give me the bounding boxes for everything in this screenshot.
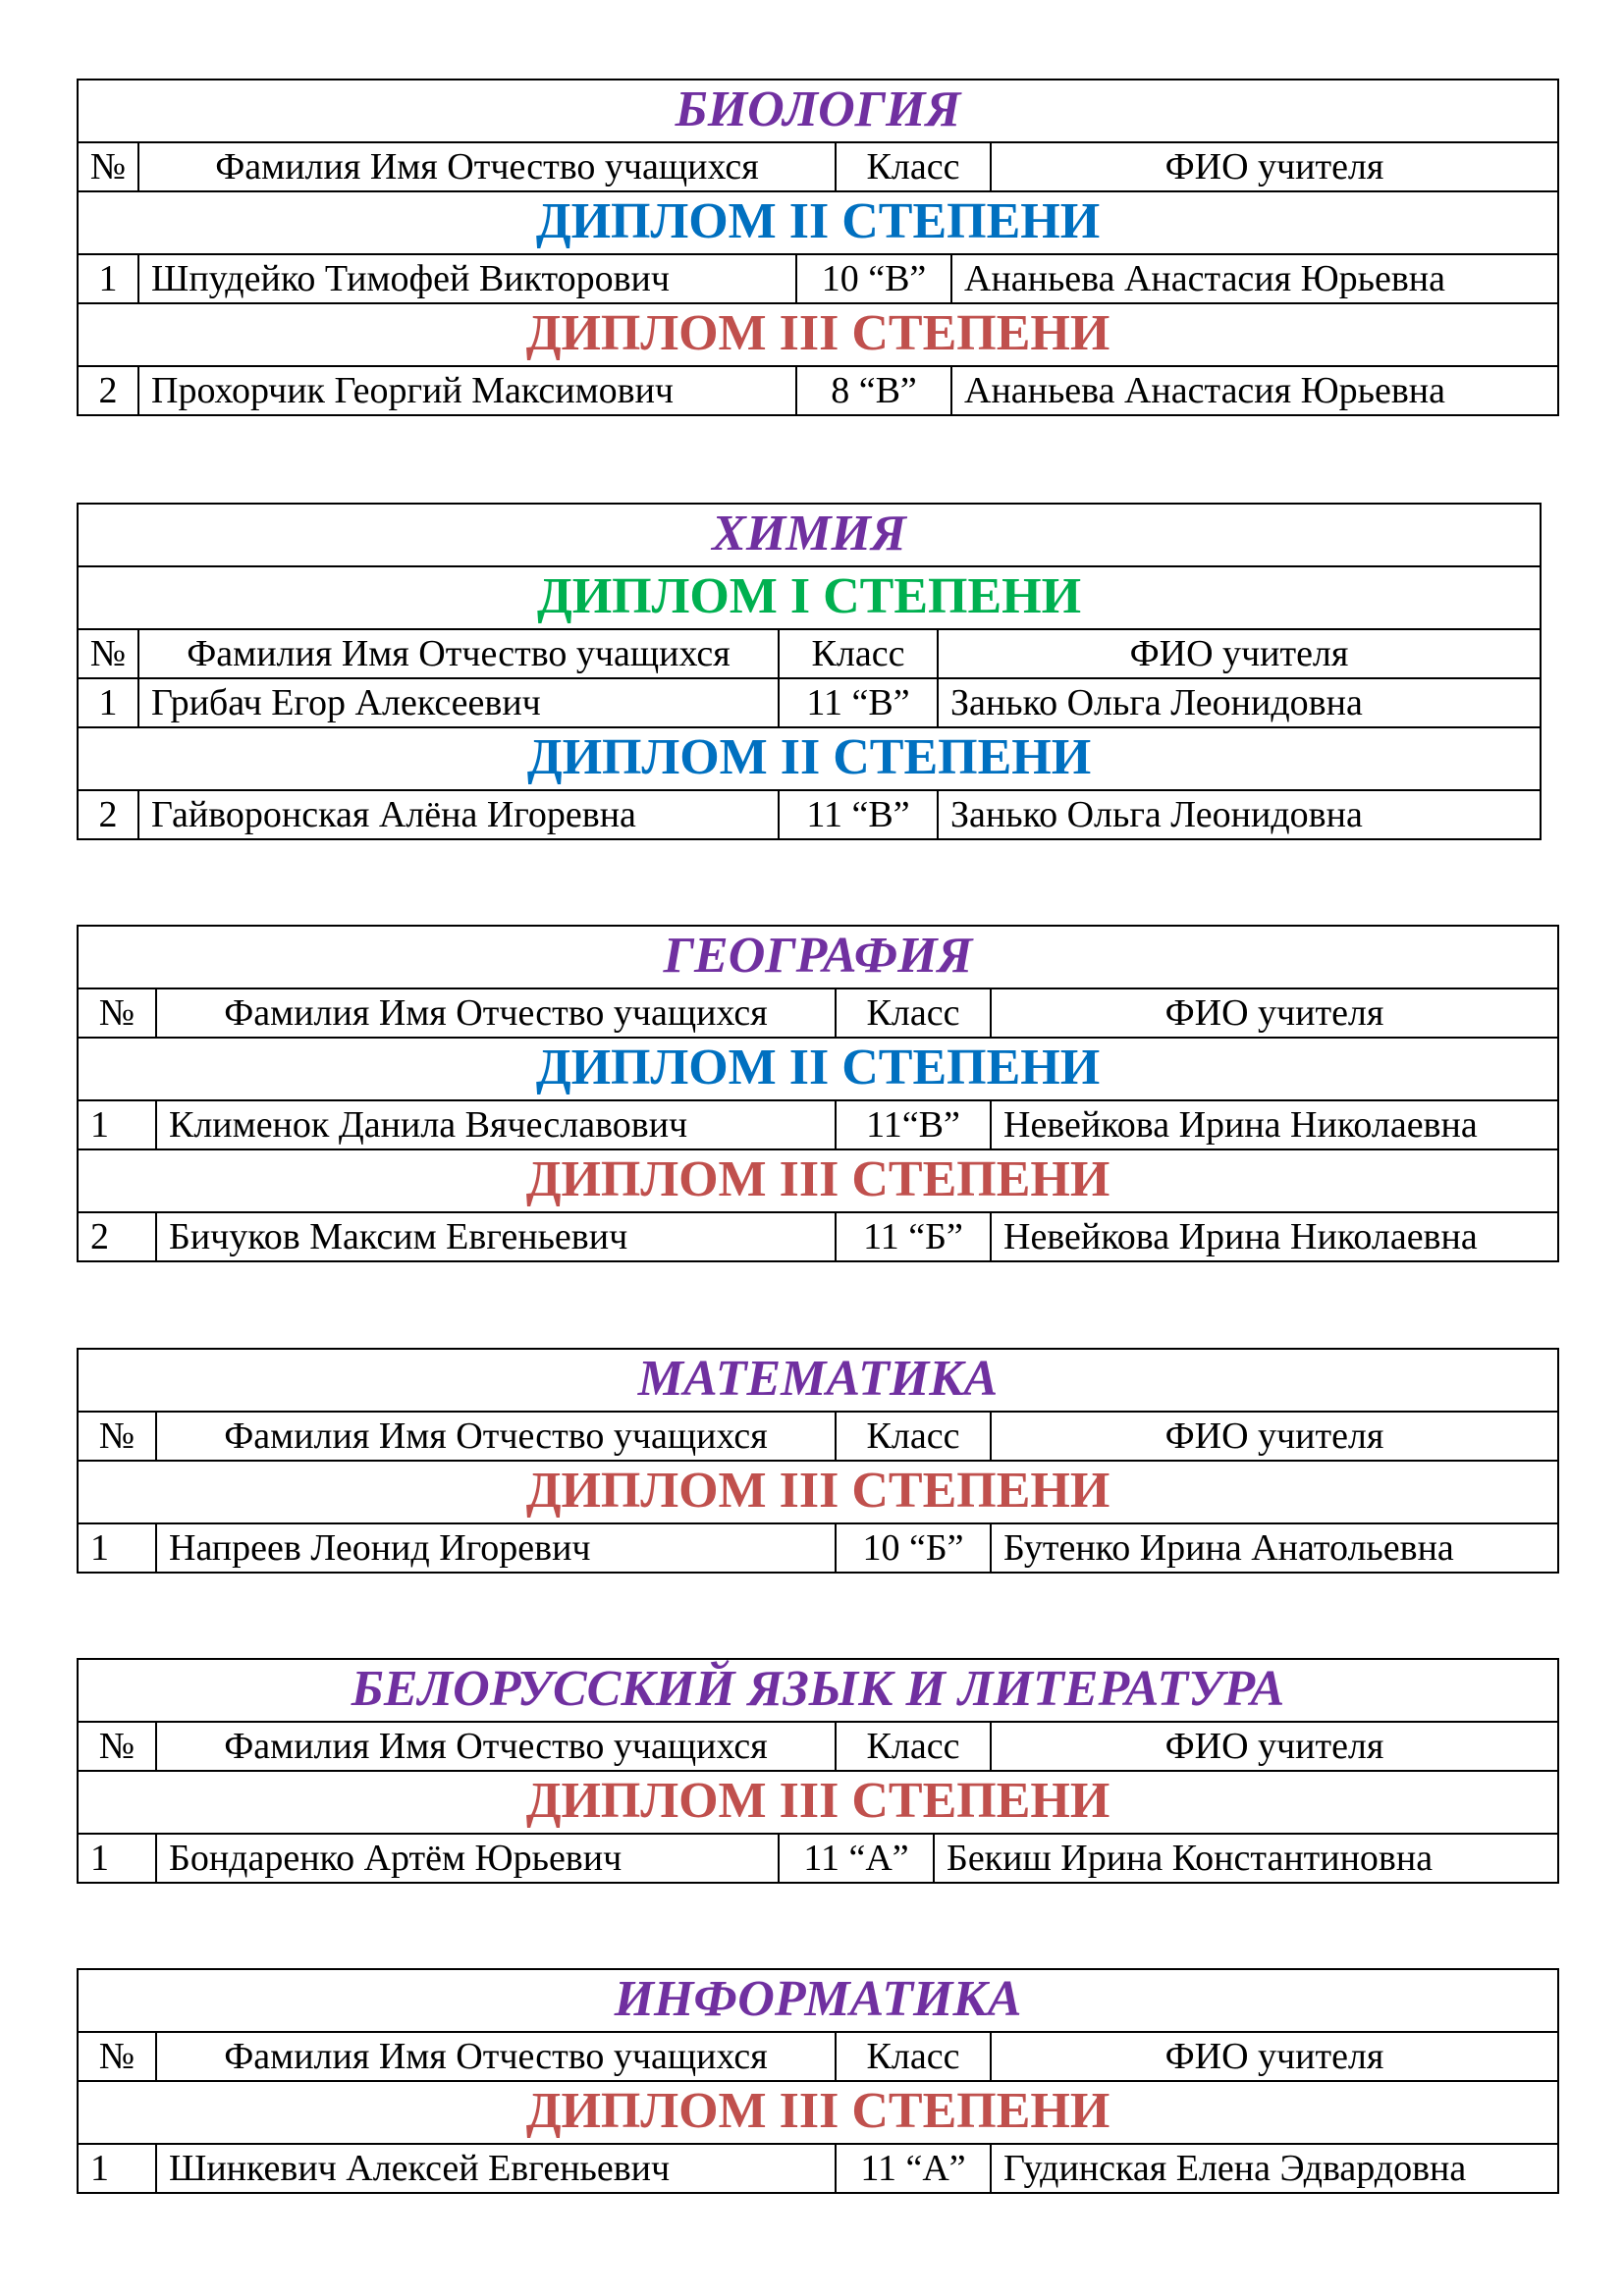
col-num-header: №: [98, 992, 135, 1034]
header-row: [77, 988, 1559, 1037]
class-cell: 11 “В”: [778, 791, 937, 838]
student-name: Грибач Егор Алексеевич: [137, 679, 778, 726]
col-num-header: №: [98, 1726, 135, 1767]
teacher-name: Гудинская Елена Эдвардовна: [990, 2145, 1557, 2192]
col-student-header: Фамилия Имя Отчество учащихся: [137, 630, 778, 677]
row-number: 1: [90, 1104, 109, 1146]
col-student-header: Фамилия Имя Отчество учащихся: [155, 1413, 835, 1460]
header-row: [77, 1721, 1559, 1770]
subject-title: БИОЛОГИЯ: [77, 79, 1559, 141]
student-name: Прохорчик Георгий Максимович: [137, 367, 795, 414]
col-teacher-header: ФИО учителя: [937, 630, 1540, 677]
row-number: 1: [90, 2148, 109, 2189]
teacher-name: Бутенко Ирина Анатольевна: [990, 1524, 1557, 1572]
subject-title: ГЕОГРАФИЯ: [77, 925, 1559, 988]
col-class-header: Класс: [835, 143, 990, 190]
row-number: 1: [98, 682, 118, 723]
diploma-heading: ДИПЛОМ III СТЕПЕНИ: [77, 1770, 1559, 1833]
class-cell: 11“В”: [835, 1101, 990, 1148]
table-row: [77, 253, 1559, 302]
student-name: Бичуков Максим Евгеньевич: [155, 1213, 835, 1260]
section-mathematics: [77, 1348, 1559, 1574]
teacher-name: Занько Ольга Леонидовна: [937, 791, 1540, 838]
col-num-header: №: [89, 146, 127, 187]
teacher-name: Невейкова Ирина Николаевна: [990, 1213, 1557, 1260]
section-belarusian: [77, 1658, 1559, 1884]
col-num-header: №: [89, 633, 127, 674]
row-number: 1: [90, 1527, 109, 1569]
header-row: [77, 628, 1542, 677]
diploma-heading: ДИПЛОМ I СТЕПЕНИ: [77, 565, 1542, 628]
student-name: Бондаренко Артём Юрьевич: [155, 1835, 778, 1882]
student-name: Напреев Леонид Игоревич: [155, 1524, 835, 1572]
student-name: Гайворонская Алёна Игоревна: [137, 791, 778, 838]
row-number: 2: [90, 1216, 109, 1257]
col-num-header: №: [98, 2036, 135, 2077]
diploma-heading: ДИПЛОМ II СТЕПЕНИ: [77, 726, 1542, 789]
table-row: [77, 365, 1559, 416]
row-number: 2: [98, 370, 118, 411]
class-cell: 10 “Б”: [835, 1524, 990, 1572]
header-row: [77, 141, 1559, 190]
class-cell: 11 “Б”: [835, 1213, 990, 1260]
class-cell: 11 “В”: [778, 679, 937, 726]
col-teacher-header: ФИО учителя: [990, 1723, 1557, 1770]
section-chemistry: [77, 503, 1542, 840]
table-row: [77, 1211, 1559, 1262]
col-student-header: Фамилия Имя Отчество учащихся: [155, 2033, 835, 2080]
col-teacher-header: ФИО учителя: [990, 989, 1557, 1037]
teacher-name: Невейкова Ирина Николаевна: [990, 1101, 1557, 1148]
table-row: [77, 677, 1542, 726]
col-class-header: Класс: [835, 1723, 990, 1770]
header-row: [77, 1411, 1559, 1460]
class-cell: 10 “В”: [795, 255, 950, 302]
class-cell: 11 “А”: [835, 2145, 990, 2192]
table-row: [77, 789, 1542, 840]
row-number: 1: [90, 1838, 109, 1879]
student-name: Клименок Данила Вячеславович: [155, 1101, 835, 1148]
col-teacher-header: ФИО учителя: [990, 2033, 1557, 2080]
section-biology: [77, 79, 1559, 416]
teacher-name: Бекиш Ирина Константиновна: [933, 1835, 1557, 1882]
student-name: Шпудейко Тимофей Викторович: [137, 255, 795, 302]
col-class-header: Класс: [835, 2033, 990, 2080]
class-cell: 8 “В”: [795, 367, 950, 414]
teacher-name: Занько Ольга Леонидовна: [937, 679, 1540, 726]
section-geography: [77, 925, 1559, 1262]
subject-title: БЕЛОРУССКИЙ ЯЗЫК И ЛИТЕРАТУРА: [77, 1658, 1559, 1721]
col-teacher-header: ФИО учителя: [990, 143, 1557, 190]
subject-title: ИНФОРМАТИКА: [77, 1968, 1559, 2031]
diploma-heading: ДИПЛОМ III СТЕПЕНИ: [77, 302, 1559, 365]
diploma-heading: ДИПЛОМ III СТЕПЕНИ: [77, 1460, 1559, 1522]
section-informatics: [77, 1968, 1559, 2194]
col-class-header: Класс: [778, 630, 937, 677]
col-student-header: Фамилия Имя Отчество учащихся: [155, 1723, 835, 1770]
diploma-heading: ДИПЛОМ II СТЕПЕНИ: [77, 190, 1559, 253]
table-row: [77, 1099, 1559, 1148]
subject-title: ХИМИЯ: [77, 503, 1542, 565]
row-number: 1: [98, 258, 118, 299]
student-name: Шинкевич Алексей Евгеньевич: [155, 2145, 835, 2192]
col-student-header: Фамилия Имя Отчество учащихся: [155, 989, 835, 1037]
class-cell: 11 “А”: [778, 1835, 933, 1882]
table-row: [77, 1522, 1559, 1574]
row-number: 2: [98, 794, 118, 835]
table-row: [77, 1833, 1559, 1884]
col-num-header: №: [98, 1415, 135, 1457]
diploma-heading: ДИПЛОМ III СТЕПЕНИ: [77, 1148, 1559, 1211]
subject-title: МАТЕМАТИКА: [77, 1348, 1559, 1411]
col-class-header: Класс: [835, 1413, 990, 1460]
diploma-heading: ДИПЛОМ III СТЕПЕНИ: [77, 2080, 1559, 2143]
teacher-name: Ананьева Анастасия Юрьевна: [950, 367, 1557, 414]
table-row: [77, 2143, 1559, 2194]
diploma-heading: ДИПЛОМ II СТЕПЕНИ: [77, 1037, 1559, 1099]
col-teacher-header: ФИО учителя: [990, 1413, 1557, 1460]
header-row: [77, 2031, 1559, 2080]
teacher-name: Ананьева Анастасия Юрьевна: [950, 255, 1557, 302]
col-class-header: Класс: [835, 989, 990, 1037]
col-student-header: Фамилия Имя Отчество учащихся: [137, 143, 835, 190]
